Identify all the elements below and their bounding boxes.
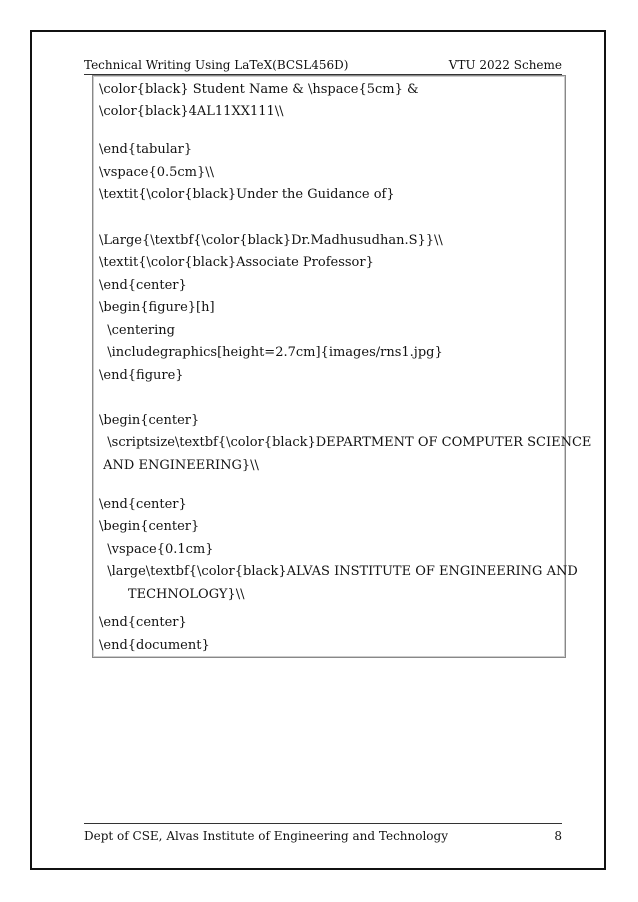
page-footer [84, 828, 562, 844]
code-line: \large\textbf{\color{black}ALVAS INSTITUTE OF ENGINEERING AND [99, 564, 578, 579]
page-number: 8 [554, 829, 562, 843]
code-line: \end{figure} [99, 368, 184, 383]
code-line: \end{center} [99, 278, 187, 293]
code-line: \end{document} [99, 638, 210, 653]
code-line: \begin{center} [99, 413, 200, 428]
code-line: \color{black}4AL11XX111\\ [99, 104, 284, 119]
code-line: \textit{\color{black}Under the Guidance of} [99, 187, 395, 202]
code-line: \Large{\textbf{\color{black}Dr.Madhusudhan.S}}\\ [99, 233, 443, 248]
code-line: \begin{center} [99, 519, 200, 534]
code-line: \end{tabular} [99, 142, 193, 157]
code-line: \includegraphics[height=2.7cm]{images/rns1.jpg} [99, 345, 443, 360]
code-line: \begin{figure}[h] [99, 300, 215, 315]
code-line: AND ENGINEERING}\\ [99, 458, 259, 473]
footer-department: Dept of CSE, Alvas Institute of Engineering and Technology [84, 829, 448, 843]
code-line: \end{center} [99, 615, 187, 630]
code-line: \color{black} Student Name & \hspace{5cm} & [99, 82, 419, 97]
header-title: Technical Writing Using LaTeX(BCSL456D) [84, 58, 349, 72]
header-scheme: VTU 2022 Scheme [448, 58, 562, 72]
code-line: \textit{\color{black}Associate Professor} [99, 255, 374, 270]
code-line: \scriptsize\textbf{\color{black}DEPARTMENT OF COMPUTER SCIENCE [99, 435, 592, 450]
code-line: \vspace{0.5cm}\\ [99, 165, 215, 180]
code-line: \end{center} [99, 497, 187, 512]
footer-rule [84, 823, 562, 824]
code-line: TECHNOLOGY}\\ [99, 587, 245, 602]
page-header [84, 57, 562, 73]
code-line: \vspace{0.1cm} [99, 542, 214, 557]
code-line: \centering [99, 323, 175, 338]
